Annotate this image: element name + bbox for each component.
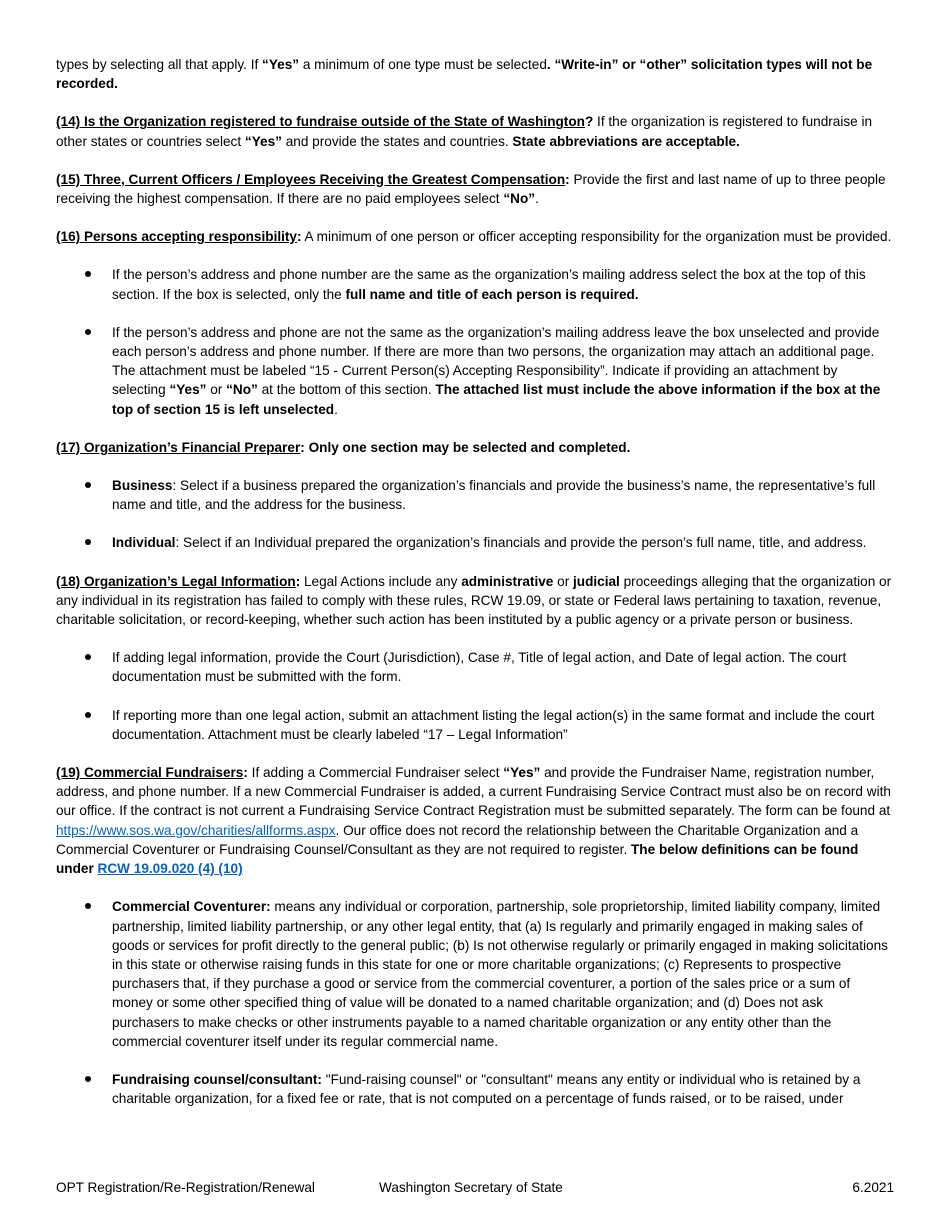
text: . Our office does not record the relationship between the Charitable Organization and a Commercial Coventurer or Fundraising Counsel/Consultant as they are not required to register. <box>56 822 859 857</box>
individual-label: Individual <box>112 535 176 551</box>
text: . <box>535 191 539 207</box>
text: and provide the Fundraiser Name, registration number, address, and phone number. If a new Commercial Fundraiser is added, a current Fundraising Service Contract must also be on record with our office. If the contract is not current a Fundraising Service Contract Registration must be submitted separately. The form can be found at <box>56 765 891 819</box>
bold-text: “No” <box>226 382 258 398</box>
text: and provide the states and countries. <box>281 133 513 149</box>
section-19-heading: (19) Commercial Fundraisers <box>56 765 244 781</box>
list-item <box>56 897 892 1051</box>
text: If the organization is registered to fundraise in other states or countries select <box>56 114 873 149</box>
bold-text: “Yes” <box>503 765 541 781</box>
section-17-heading: (17) Organization’s Financial Preparer <box>56 439 301 455</box>
text: at the bottom of this section. <box>257 382 436 398</box>
text: types by selecting all that apply. If <box>56 57 263 72</box>
section-18 <box>56 572 892 630</box>
punctuation: : <box>295 573 301 589</box>
rcw-link[interactable]: RCW 19.09.020 (4) (10) <box>97 861 243 877</box>
section-19-list <box>56 897 892 1108</box>
bold-text: “Yes” <box>169 382 207 398</box>
allforms-link[interactable]: https://www.sos.wa.gov/charities/allforms.aspx <box>56 822 336 838</box>
text: If adding a Commercial Fundraiser select <box>247 765 504 781</box>
section-15 <box>56 170 892 208</box>
text: . <box>334 401 338 417</box>
bold-text: State abbreviations are acceptable. <box>512 133 740 149</box>
bold-text: “No” <box>503 191 536 207</box>
section-14 <box>56 112 892 150</box>
text: : Select if a business prepared the organization’s financials and provide the business’s name, the representative’s full name and title, and the address for the business. <box>112 478 876 513</box>
footer-form-name: OPT Registration/Re-Registration/Renewal <box>56 1180 315 1195</box>
text: If the person’s address and phone number are the same as the organization’s mailing address select the box at the top of this section. If the box is selected, only the <box>112 267 866 302</box>
footer-version: 6.2021 <box>852 1180 894 1195</box>
text: "Fund-raising counsel" or "consultant" means any entity or individual who is retained by a charitable organization, for a fixed fee or rate, that is not computed on a percentage of funds raised, or to be raised, under <box>112 1071 861 1107</box>
intro-paragraph <box>56 55 892 93</box>
counsel-label: Fundraising counsel/consultant: <box>112 1071 322 1087</box>
bold-text: The attached list must include the above information if the box at the top of section 15 is left unselected <box>112 382 881 417</box>
punctuation: : <box>565 171 570 187</box>
section-14-heading: (14) Is the Organization registered to fundraise outside of the State of Washington <box>56 114 585 130</box>
text: or <box>206 382 227 398</box>
list-item: If reporting more than one legal action, submit an attachment listing the legal action(s) in the same format and include the court documentation. Attachment must be clearly labeled “17 – Legal Information” <box>56 706 892 744</box>
bold-text: The below definitions can be found under <box>56 841 859 877</box>
footer-agency: Washington Secretary of State <box>379 1180 563 1195</box>
section-19 <box>56 763 892 878</box>
text: Provide the first and last name of up to three people receiving the highest compensation. If there are no paid employees select <box>56 171 886 207</box>
punctuation: : <box>296 229 302 245</box>
text: : Select if an Individual prepared the organization’s financials and provide the person’s full name, title, and address. <box>175 535 867 551</box>
text: Legal Actions include any <box>300 573 462 589</box>
bold-text: full name and title of each person is required. <box>345 286 639 302</box>
business-label: Business <box>112 478 173 494</box>
section-17 <box>56 438 892 457</box>
punctuation: ? <box>584 114 594 130</box>
text: A minimum of one person or officer accepting responsibility for the organization must be provided. <box>301 229 892 245</box>
section-16-heading: (16) Persons accepting responsibility <box>56 229 297 245</box>
bold-text: administrative <box>461 573 554 589</box>
instructions-content <box>56 55 892 1127</box>
text: means any individual or corporation, partnership, sole proprietorship, limited liability company, limited partnership, limited liability partnership, or any other legal entity, that (a) Is regularly and primarily engaged in making sales of goods or services for profit directly to the general public; (b) Is not otherwise regularly or primarily engaged in making solicitations in this state or otherwise raising funds in this state for one or more charitable organizations; (c) Represents to prospective purchasers that, if they purchase a good or service from the commercial coventurer, a portion of the sales price or a sum of money or some other specified thing of value will be donated to a named charitable organization; and (d) Does not ask purchasers to make checks or other instruments payable to a named charitable organization or any entity other than the commercial coventurer itself under its regular commercial name. <box>112 899 888 1049</box>
list-item <box>56 476 892 514</box>
bold-text: judicial <box>573 573 620 589</box>
section-18-list <box>56 648 892 744</box>
list-item: If adding legal information, provide the Court (Jurisdiction), Case #, Title of legal action, and Date of legal action. The court documentation must be submitted with the form. <box>56 648 892 686</box>
list-item <box>56 1070 892 1108</box>
text: If the person’s address and phone are not the same as the organization’s mailing address leave the box unselected and provide each person’s address and phone number. If there are more than two persons, the organization may attach an additional page. The attachment must be labeled “15 - Current Person(s) Accepting Responsibility”. Indicate if providing an attachment by selecting <box>112 324 880 398</box>
section-16 <box>56 227 892 246</box>
list-item <box>56 265 892 303</box>
text: proceedings alleging that the organization or any individual in its registration has failed to comply with these rules, RCW 19.09, or state or Federal laws pertaining to taxation, revenue, charitable solicitation, or record-keeping, whether such action has been instituted by a public agency or a private person or business. <box>56 573 892 628</box>
section-18-heading: (18) Organization’s Legal Information <box>56 573 296 589</box>
section-16-list <box>56 265 892 418</box>
text: a minimum of one type must be selected <box>299 57 547 72</box>
text: or <box>553 573 573 589</box>
page-footer <box>56 1178 894 1198</box>
bold-text: “Yes” <box>244 133 282 149</box>
bold-text: . “Write-in” or “other” solicitation types will not be recorded. <box>56 57 873 92</box>
bold-text: “Yes” <box>262 57 300 72</box>
bold-text: : Only one section may be selected and completed. <box>300 439 631 455</box>
section-15-heading: (15) Three, Current Officers / Employees Receiving the Greatest Compensation <box>56 171 566 187</box>
section-17-list <box>56 476 892 553</box>
punctuation: : <box>243 765 248 781</box>
list-item <box>56 533 892 552</box>
coventurer-label: Commercial Coventurer: <box>112 899 271 915</box>
list-item <box>56 323 892 419</box>
